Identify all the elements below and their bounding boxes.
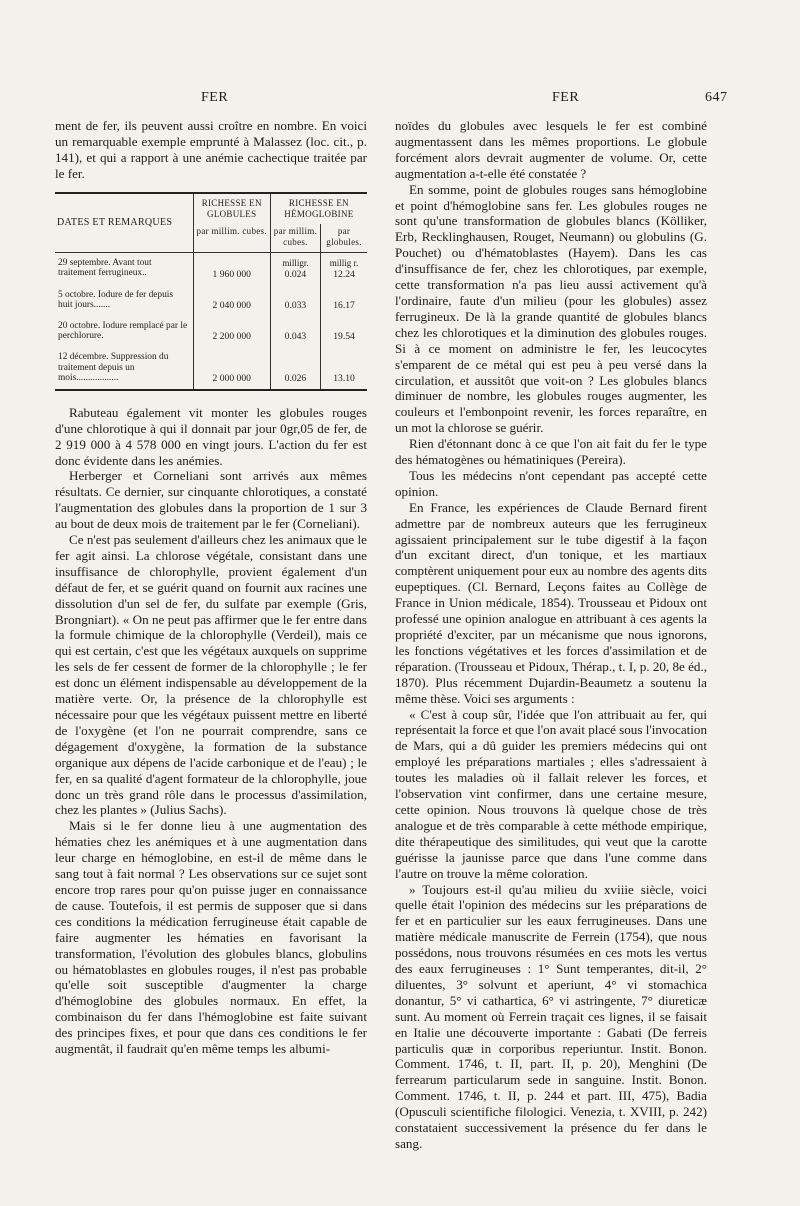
body-paragraph: Mais si le fer donne lieu à une augmentation des hématies chez les anémiques et à une augmentation dans leur charge en hémoglobine, en est-il de même dans le sang tout à fait normal ? Les observations sur ce sujet sont encore trop rares pour qu'on puisse juger en connaissance de cause. Toutefois, il est permis de supposer que si dans ces conditions la médication ferrugineuse était capable de faire augmenter les hématies en favorisant la transformation, l'évolution des globules blancs, globulins ou hématoblastes en globules rouges, il n'est pas probable qu'elle soit susceptible d'augmenter la charge d'hémoglobine des globules normaux. En effet, la combinaison du fer dans l'hémoglobine est faite suivant des principes fixes, et pour que dans ces conditions le fer augmentât, il faudrait qu'en même temps les albumi- [55,818,367,1057]
table-row [55,316,367,347]
body-paragraph: Rien d'étonnant donc à ce que l'on ait fait du fer le type des hématogènes ou hématiniques (Pereira). [395,436,707,468]
table-cell-hemo-mm [270,252,320,285]
table-row [55,285,367,316]
table-row [55,347,367,390]
body-paragraph: Tous les médecins n'ont cependant pas accepté cette opinion. [395,467,707,499]
body-paragraph: En France, les expériences de Claude Bernard firent admettre par de nombreux auteurs que les ferrugineux agissaient principalement sur le tube digestif à la façon d'un excitant direct, d'un tonique, et les martiaux comptèrent uniquement pour eux au nombre des agents dits eupeptiques. (Cl. Bernard, Leçons faites au Collège de France in Union médicale, 1854). Trousseau et Pidoux ont professé une opinion analogue en attribuant à ces agents la propriété d'exciter, par un mécanisme que nous ignorons, les fonctions végétatives et les forces d'assimilation et de réparation. (Trousseau et Pidoux, Thérap., t. I, p. 20, 8e éd., 1870). Plus récemment Dujardin-Beaumetz a soutenu la même thèse. Voici ses arguments : [395,499,708,706]
body-paragraph: En somme, point de globules rouges sans hémoglobine et point d'hémoglobine sans fer. Les globules rouges ne sont qu'une transformation de globules blancs (Kölliker, Erb, Recklinghausen, Rouget, Neumann) ou globulins (G. Pouchet) ou d'hématoblastes (Hayem). Dans les cas d'insuffisance de fer, chez les chlorotiques, par exemple, cette transformation n'a pas lieu aussi activement qu'à l'ordinaire, faute d'un milieu (pour les globules) assez ferrugineux. De là la grande quantité de globules blancs chez les chlorotiques et la diminution des globules rouges. Si à ce moment on administre le fer, les leucocytes s'emparent de ce métal qui est peu à peu versé dans la circulation, et aussitôt que voit-on ? Les globules blancs diminuer de nombre, les globules rouges augmenter, les couleurs et l'embonpoint revenir, les forces reparaître, en un mot la chlorose se guérir. [395,181,707,436]
table-cell-globules: 2 040 000 [193,285,270,316]
body-paragraph: Herberger et Corneliani sont arrivés aux mêmes résultats. Ce dernier, sur cinquante chlorotiques, a constaté l'augmentation des globules dans la proportion de 1 sur 3 au bout de deux mois de traitement par le fer (Corneliani). [55,468,367,532]
unit-label: millig r. [329,257,359,268]
table-cell-label: 12 décembre. Suppression du traitement depuis un mois.................. [58,352,169,384]
quotation-paragraph: » Toujours est-il qu'au milieu du xviiie siècle, voici quelle était l'opinion des médecins sur les préparations de fer et en particulier sur les eaux ferrugineuses. Dans une matière médicale manuscrite de Ferrein (1754), que nous possédons, nous trouvons résumées en ces mots les vertus des eaux ferrugineuses : 1° Sunt temperantes, dit-il, 2° diluentes, 3° solvunt et aperiunt, 4° vi stomachica donantur, 5° vi cathartica, 6° vi astringente, 7° diureticæ sunt. Au moment où Ferrein traçait ces lignes, il se faisait en Italie une découverte importante : Gabati (De ferreis particulis quæ in corporibus reperiuntur. Instit. Bonon. Comment. 1746, t. II, part. II, p. 20), Menghini (De ferrearum particularum sede in sanguine. Instit. Bonon. Comment. 1746, t. II, p. 244 et part. III, 475), Badia (Opusculi scientifiche filologici. Venezia, t. XVIII, p. 242) constataient successivement la présence du fer dans le sang. [395,881,707,1151]
page-number: 647 [705,90,728,105]
table-cell-label: 20 octobre. Iodure remplacé par le perchlorure. [58,320,188,342]
data-table [55,192,367,391]
table-cell-hemo-glob: 13.10 [321,347,367,390]
table-subheader-hemo-mm: par millim. cubes. [270,224,320,253]
left-column [55,118,367,1057]
table-header-dates: DATES ET REMARQUES [57,217,173,229]
table-cell-hemo-mm: 0.026 [270,347,320,390]
running-head-left: FER [201,90,229,105]
table-cell-hemo-mm: 0.043 [270,316,320,347]
unit-label: milligr. [282,257,309,268]
table-header-globules: RICHESSE EN GLOBULES [193,193,270,224]
quotation-paragraph: « C'est à coup sûr, l'idée que l'on attribuait au fer, qui représentait la force et que l'on avait placé sous l'invocation de Mars, qui a dû guider les premiers médecins qui ont employé les préparations martiales ; elles s'adressaient à toutes les maladies où il fallait relever les forces, et l'observation vint confirmer, dans une certaine mesure, cette opinion. Nous trouvons là quelque chose de très analogue et de très comparable à cette méthode empirique, dite thérapeutique des similitudes, qui veut que la carotte guérisse la jaunisse parce que dans l'une comme dans l'autre on trouve la même coloration. [395,706,707,881]
table-cell-hemo-glob [321,252,367,285]
table-header-hemoglobine: RICHESSE EN HÉMOGLOBINE [270,193,367,224]
table-cell-label: 5 octobre. Iodure de fer depuis huit jours....... [58,289,174,311]
table-cell-globules: 2 000 000 [193,347,270,390]
table-cell-globules: 2 200 000 [193,316,270,347]
table-cell-hemo-glob: 16.17 [321,285,367,316]
table-cell-hemo-mm: 0.033 [270,285,320,316]
body-paragraph: noïdes du globules avec lesquels le fer est combiné augmentassent dans les mêmes proportions. Le globule forcément alors devrait augmenter de volume. Or, cette augmentation a-t-elle été constatée ? [395,118,707,181]
intro-paragraph: ment de fer, ils peuvent aussi croître en nombre. En voici un remarquable exemple emprunté à Malassez (loc. cit., p. 141), et qui a rapport à une anémie cachectique traitée par le fer. [55,118,367,181]
table-subheader-hemo-glob: par globules. [321,224,367,253]
table-cell-globules: 1 960 000 [193,252,270,285]
table-cell-hemo-glob: 19.54 [321,316,367,347]
body-paragraph: Ce n'est pas seulement d'ailleurs chez les animaux que le fer agit ainsi. La chlorose végétale, consistant dans une insuffisance de chlorophylle, provient également d'un défaut de fer, et se guérit quand on fournit aux racines une dissolution d'un sel de fer, du sulfate par exemple (Gris, Brongniart). « On ne peut pas affirmer que le fer entre dans la formule chimique de la chlorophylle (Verdeil), mais ce qui est certain, c'est que les végétaux auxquels on supprime les sels de fer cessent de former de la chlorophylle ; le fer est donc un élément indispensable au développement de la matière verte. Or, la présence de la chlorophylle est nécessaire pour que les végétaux puissent mettre en liberté de l'oxygène (et l'on ne pourrait comprendre, sans ce dégagement d'oxygène, la formation de la substance organique aux dépens de l'acide carbonique et de l'eau) ; le fer, en sa qualité d'agent formateur de la chlorophylle, joue donc un très grand rôle dans le processus d'assimilation, chez les plantes » (Julius Sachs). [55,532,367,818]
table-subheader-globules: par millim. cubes. [193,224,270,253]
table-cell-label: 29 septembre. Avant tout traitement ferrugineux.. [55,252,193,285]
value: 0.024 [284,268,307,280]
body-paragraph: Rabuteau également vit monter les globules rouges d'une chlorotique à qui il donnait par jour 0gr,05 de fer, de 2 919 000 à 4 578 000 en vingt jours. L'action du fer est donc évidente dans les anémies. [55,404,367,468]
value: 12.24 [333,268,355,280]
table-row [55,252,367,285]
running-head-right: FER [552,90,580,105]
right-column [395,118,707,1152]
